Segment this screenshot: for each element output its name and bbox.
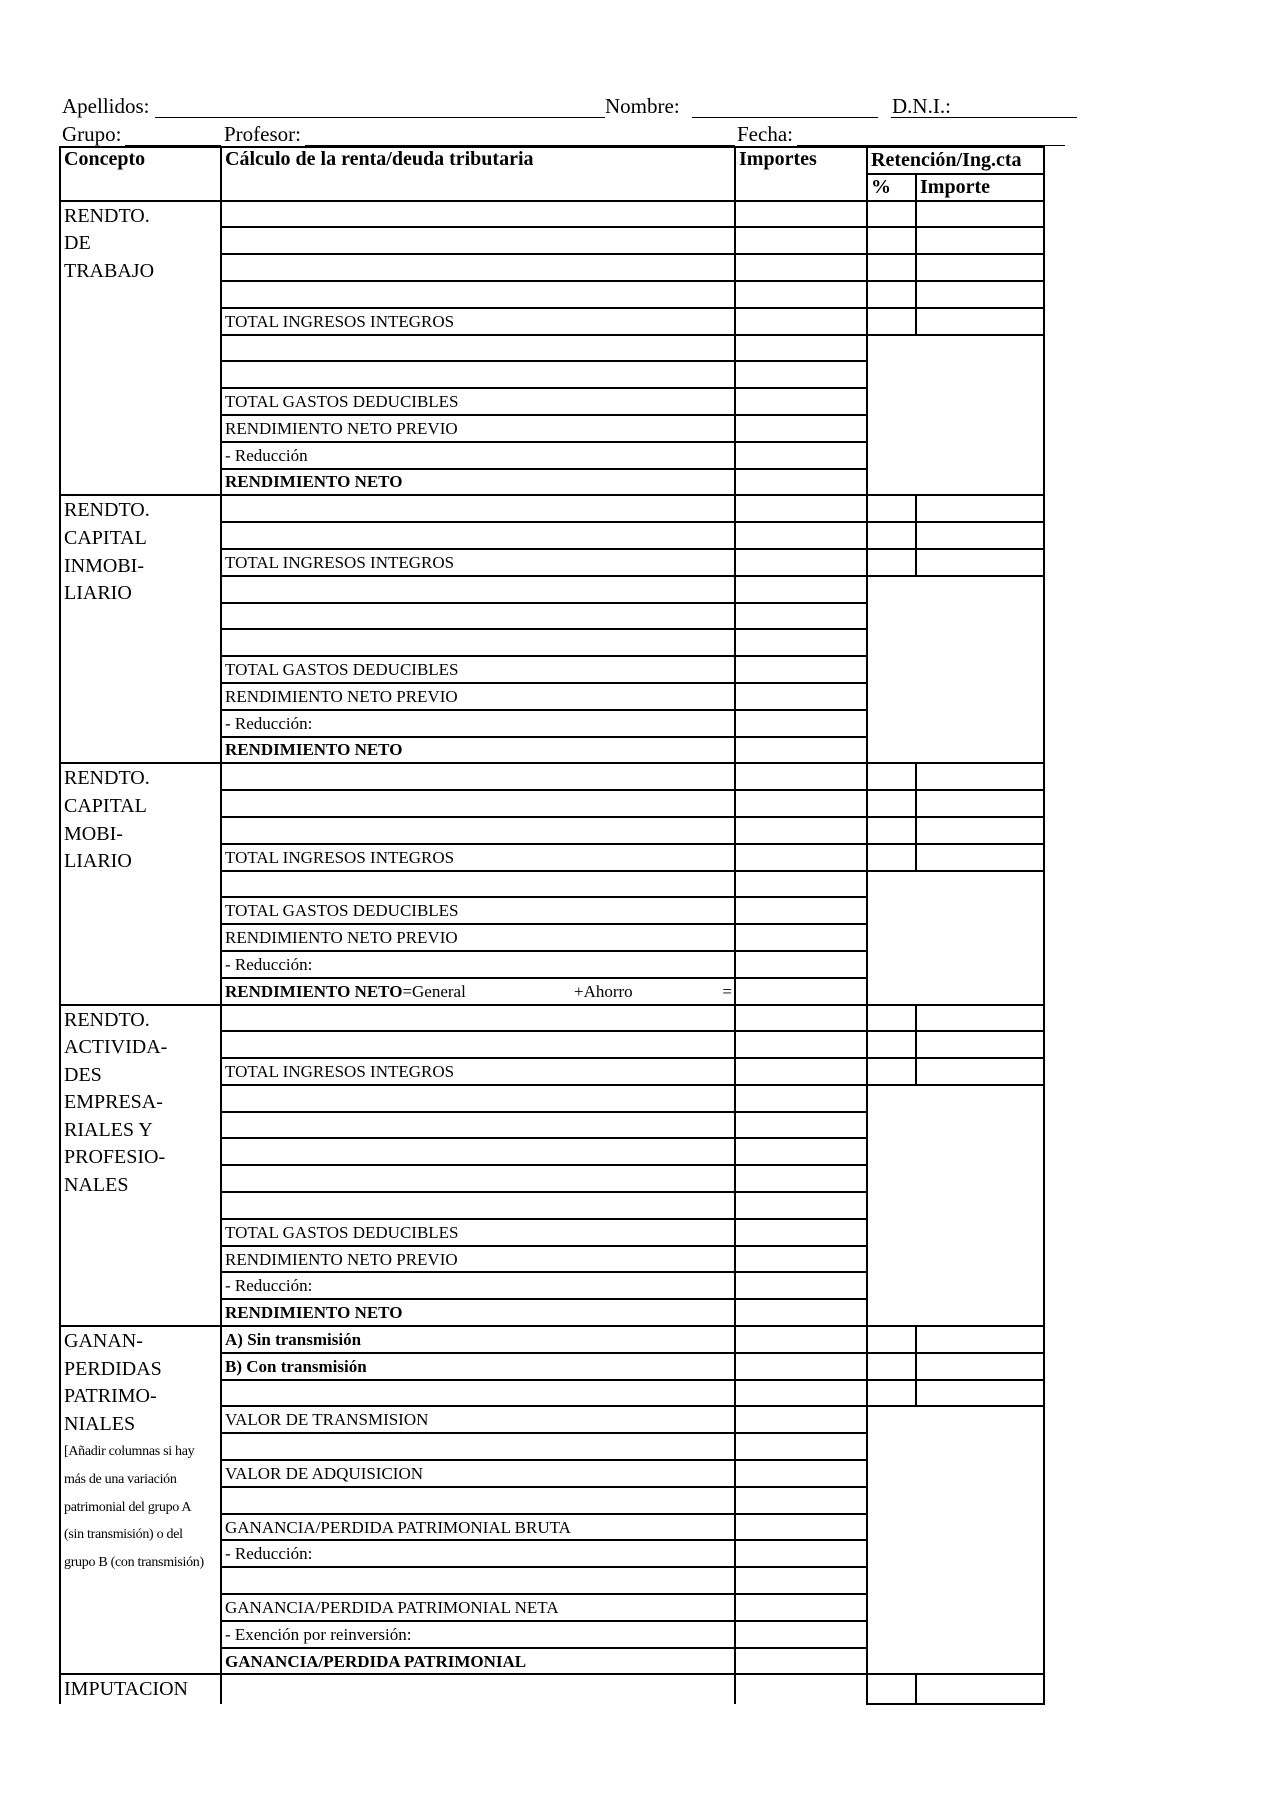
ret-importe-cell[interactable] (916, 495, 1044, 522)
importe-cell[interactable] (735, 817, 867, 844)
importe-cell[interactable] (735, 1540, 867, 1567)
reduccion-label: - Reducción: (221, 710, 735, 737)
reduccion-label: - Reducción (221, 442, 735, 469)
reduccion-label: - Reducción: (221, 951, 735, 978)
neto-previo-label: RENDIMIENTO NETO PREVIO (221, 1246, 735, 1273)
ganancia-bruta-label: GANANCIA/PERDIDA PATRIMONIAL BRUTA (221, 1514, 735, 1541)
profesor-label: Profesor: (224, 122, 301, 146)
calc-cell[interactable] (221, 763, 735, 790)
importe-cell[interactable] (735, 1299, 867, 1326)
retencion-blank (867, 1085, 1044, 1326)
ret-importe-cell[interactable] (916, 549, 1044, 576)
pct-cell[interactable] (867, 254, 916, 281)
importe-cell[interactable] (735, 469, 867, 496)
retencion-blank (867, 576, 1044, 764)
retencion-blank (867, 871, 1044, 1005)
importe-cell[interactable] (735, 1567, 867, 1594)
importe-cell[interactable] (735, 1487, 867, 1514)
rendimiento-neto-label: RENDIMIENTO NETO (221, 1299, 735, 1326)
pct-cell[interactable] (867, 522, 916, 549)
neto-previo-label: RENDIMIENTO NETO PREVIO (221, 924, 735, 951)
ret-importe-cell[interactable] (916, 763, 1044, 790)
col-header-importes: Importes (735, 147, 867, 201)
importe-cell[interactable] (735, 1433, 867, 1460)
section-mobiliario-label: RENDTO. CAPITAL MOBI- LIARIO (60, 763, 221, 1004)
section-ganancias-label: GANAN- PERDIDAS PATRIMO- NIALES [Añadir columnas si hay más de una variación patrimonial del grupo A (sin transmisión) o del grupo B (con transmisión) (60, 1326, 221, 1674)
fecha-label: Fecha: (737, 122, 793, 146)
neto-previo-label: RENDIMIENTO NETO PREVIO (221, 415, 735, 442)
ret-importe-cell[interactable] (916, 817, 1044, 844)
importe-cell[interactable] (735, 308, 867, 335)
reduccion-label: - Reducción: (221, 1272, 735, 1299)
importe-cell[interactable] (735, 683, 867, 710)
importe-cell[interactable] (735, 361, 867, 388)
importe-cell[interactable] (735, 844, 867, 871)
importe-cell[interactable] (735, 1005, 867, 1032)
col-header-concepto: Concepto (60, 147, 221, 201)
ret-importe-cell[interactable] (916, 1031, 1044, 1058)
calc-cell[interactable] (221, 817, 735, 844)
importe-cell[interactable] (735, 737, 867, 764)
calc-cell[interactable] (221, 871, 735, 898)
ret-importe-cell[interactable] (916, 844, 1044, 871)
ganancias-note-line: (sin transmisión) o del (64, 1527, 183, 1543)
ret-importe-cell[interactable] (916, 1674, 1044, 1704)
section-actividades-label: RENDTO. ACTIVIDA- DES EMPRESA- RIALES Y PROFESIO- NALES (60, 1005, 221, 1327)
importe-cell[interactable] (735, 1192, 867, 1219)
section-imputacion-label: IMPUTACION (60, 1674, 221, 1704)
pct-cell[interactable] (867, 1031, 916, 1058)
nombre-label: Nombre: (605, 94, 680, 118)
pct-cell[interactable] (867, 1326, 916, 1353)
importe-cell[interactable] (735, 1219, 867, 1246)
importe-cell[interactable] (735, 335, 867, 362)
calc-cell[interactable] (221, 790, 735, 817)
nombre-field[interactable] (692, 117, 878, 118)
importe-cell[interactable] (735, 1112, 867, 1139)
sin-transmision-label: A) Sin transmisión (221, 1326, 735, 1353)
ret-importe-cell[interactable] (916, 308, 1044, 335)
pct-cell[interactable] (867, 1674, 916, 1704)
calc-cell[interactable] (221, 576, 735, 603)
dni-label: D.N.I.: (892, 94, 951, 118)
importe-cell[interactable] (735, 1594, 867, 1621)
total-gastos-label: TOTAL GASTOS DEDUCIBLES (221, 1219, 735, 1246)
ret-importe-cell[interactable] (916, 1380, 1044, 1407)
rendimiento-neto-label: RENDIMIENTO NETO (225, 981, 403, 1001)
section-inmobiliario-label: RENDTO. CAPITAL INMOBI- LIARIO (60, 495, 221, 763)
retencion-blank (867, 335, 1044, 496)
importe-cell[interactable] (735, 1326, 867, 1353)
ret-importe-cell[interactable] (916, 201, 1044, 228)
exencion-label: - Exención por reinversión: (221, 1621, 735, 1648)
retencion-blank (867, 1406, 1044, 1674)
importe-cell[interactable] (735, 442, 867, 469)
importe-cell[interactable] (735, 710, 867, 737)
ganancia-neta-label: GANANCIA/PERDIDA PATRIMONIAL NETA (221, 1594, 735, 1621)
pct-cell[interactable] (867, 817, 916, 844)
rendimiento-neto-split-row (221, 978, 735, 1005)
apellidos-label: Apellidos: (62, 94, 150, 118)
total-ingresos-label: TOTAL INGRESOS INTEGROS (221, 844, 735, 871)
importe-cell[interactable] (735, 763, 867, 790)
importe-cell[interactable] (735, 549, 867, 576)
importe-cell[interactable] (735, 201, 867, 228)
rendimiento-neto-label: RENDIMIENTO NETO (221, 469, 735, 496)
importe-cell[interactable] (735, 951, 867, 978)
ret-importe-cell[interactable] (916, 227, 1044, 254)
importe-cell[interactable] (735, 603, 867, 630)
calc-cell[interactable] (221, 1165, 735, 1192)
importe-cell[interactable] (735, 281, 867, 308)
importe-cell[interactable] (735, 415, 867, 442)
importe-cell[interactable] (735, 495, 867, 522)
total-ingresos-label: TOTAL INGRESOS INTEGROS (221, 1058, 735, 1085)
ganancia-patrimonial-label: GANANCIA/PERDIDA PATRIMONIAL (221, 1648, 735, 1675)
importe-cell[interactable] (735, 1460, 867, 1487)
total-ingresos-label: TOTAL INGRESOS INTEGROS (221, 549, 735, 576)
ganancias-note-line: grupo B (con transmisión) (64, 1554, 204, 1570)
calc-cell[interactable] (221, 1433, 735, 1460)
calc-cell[interactable] (221, 361, 735, 388)
col-header-retencion: Retención/Ing.cta (867, 147, 1044, 174)
calc-cell[interactable] (221, 1005, 735, 1032)
ret-importe-cell[interactable] (916, 1353, 1044, 1380)
ganancias-note-line: más de una variación (64, 1472, 177, 1488)
ganancias-note-line: patrimonial del grupo A (64, 1499, 192, 1515)
neto-previo-label: RENDIMIENTO NETO PREVIO (221, 683, 735, 710)
calc-cell[interactable] (221, 227, 735, 254)
ahorro-label: +Ahorro (574, 981, 633, 1001)
ret-importe-cell[interactable] (916, 1058, 1044, 1085)
ret-importe-cell[interactable] (916, 1326, 1044, 1353)
pct-cell[interactable] (867, 495, 916, 522)
pct-cell[interactable] (867, 201, 916, 228)
calc-cell[interactable] (221, 254, 735, 281)
calc-cell[interactable] (221, 1380, 735, 1407)
pct-cell[interactable] (867, 549, 916, 576)
ret-importe-cell[interactable] (916, 522, 1044, 549)
importe-cell[interactable] (735, 1246, 867, 1273)
ret-importe-cell[interactable] (916, 1005, 1044, 1032)
pct-cell[interactable] (867, 844, 916, 871)
calc-cell[interactable] (221, 603, 735, 630)
calc-cell[interactable] (221, 281, 735, 308)
total-gastos-label: TOTAL GASTOS DEDUCIBLES (221, 897, 735, 924)
calc-cell[interactable] (221, 1567, 735, 1594)
total-ingresos-label: TOTAL INGRESOS INTEGROS (221, 308, 735, 335)
importe-cell[interactable] (735, 1674, 867, 1704)
importe-cell[interactable] (735, 656, 867, 683)
pct-cell[interactable] (867, 763, 916, 790)
importe-cell[interactable] (735, 1085, 867, 1112)
apellidos-field[interactable] (155, 117, 605, 118)
col-header-pct: % (867, 174, 916, 201)
importe-cell[interactable] (735, 1058, 867, 1085)
importe-cell[interactable] (735, 1138, 867, 1165)
importe-cell[interactable] (735, 629, 867, 656)
total-gastos-label: TOTAL GASTOS DEDUCIBLES (221, 388, 735, 415)
calc-cell[interactable] (221, 335, 735, 362)
importe-cell[interactable] (735, 1406, 867, 1433)
importe-cell[interactable] (735, 1165, 867, 1192)
calc-cell[interactable] (221, 1085, 735, 1112)
importe-cell[interactable] (735, 897, 867, 924)
section-trabajo-label: RENDTO. DE TRABAJO (60, 201, 221, 496)
importe-cell[interactable] (735, 1648, 867, 1675)
total-gastos-label: TOTAL GASTOS DEDUCIBLES (221, 656, 735, 683)
tax-form-table (59, 146, 1045, 1705)
importe-cell[interactable] (735, 1621, 867, 1648)
pct-cell[interactable] (867, 281, 916, 308)
ret-importe-cell[interactable] (916, 281, 1044, 308)
calc-cell[interactable] (221, 1487, 735, 1514)
pct-cell[interactable] (867, 790, 916, 817)
ret-importe-cell[interactable] (916, 254, 1044, 281)
calc-cell[interactable] (221, 1192, 735, 1219)
calc-cell[interactable] (221, 495, 735, 522)
calc-cell[interactable] (221, 1138, 735, 1165)
dni-field[interactable] (891, 117, 1077, 118)
calc-cell[interactable] (221, 1031, 735, 1058)
pct-cell[interactable] (867, 1353, 916, 1380)
con-transmision-label: B) Con transmisión (221, 1353, 735, 1380)
importe-cell[interactable] (735, 924, 867, 951)
importe-cell[interactable] (735, 522, 867, 549)
calc-cell[interactable] (221, 201, 735, 228)
col-header-calculo: Cálculo de la renta/deuda tributaria (221, 147, 735, 201)
valor-adquisicion-label: VALOR DE ADQUISICION (221, 1460, 735, 1487)
col-header-importe: Importe (916, 174, 1044, 201)
importe-cell[interactable] (735, 790, 867, 817)
reduccion-label: - Reducción: (221, 1540, 735, 1567)
pct-cell[interactable] (867, 308, 916, 335)
pct-cell[interactable] (867, 1005, 916, 1032)
calc-cell[interactable] (221, 1674, 735, 1704)
general-label: =General (402, 981, 466, 1001)
importe-cell[interactable] (735, 978, 867, 1005)
ret-importe-cell[interactable] (916, 790, 1044, 817)
importe-cell[interactable] (735, 1272, 867, 1299)
importe-cell[interactable] (735, 871, 867, 898)
calc-cell[interactable] (221, 522, 735, 549)
ganancias-note-line: [Añadir columnas si hay (64, 1444, 195, 1460)
importe-cell[interactable] (735, 576, 867, 603)
importe-cell[interactable] (735, 254, 867, 281)
importe-cell[interactable] (735, 1353, 867, 1380)
equals-sign: = (722, 981, 732, 1001)
calc-cell[interactable] (221, 629, 735, 656)
importe-cell[interactable] (735, 1380, 867, 1407)
rendimiento-neto-label: RENDIMIENTO NETO (221, 737, 735, 764)
importe-cell[interactable] (735, 227, 867, 254)
importe-cell[interactable] (735, 388, 867, 415)
pct-cell[interactable] (867, 1058, 916, 1085)
calc-cell[interactable] (221, 1112, 735, 1139)
pct-cell[interactable] (867, 227, 916, 254)
pct-cell[interactable] (867, 1380, 916, 1407)
importe-cell[interactable] (735, 1031, 867, 1058)
importe-cell[interactable] (735, 1514, 867, 1541)
grupo-label: Grupo: (62, 122, 122, 146)
valor-transmision-label: VALOR DE TRANSMISION (221, 1406, 735, 1433)
